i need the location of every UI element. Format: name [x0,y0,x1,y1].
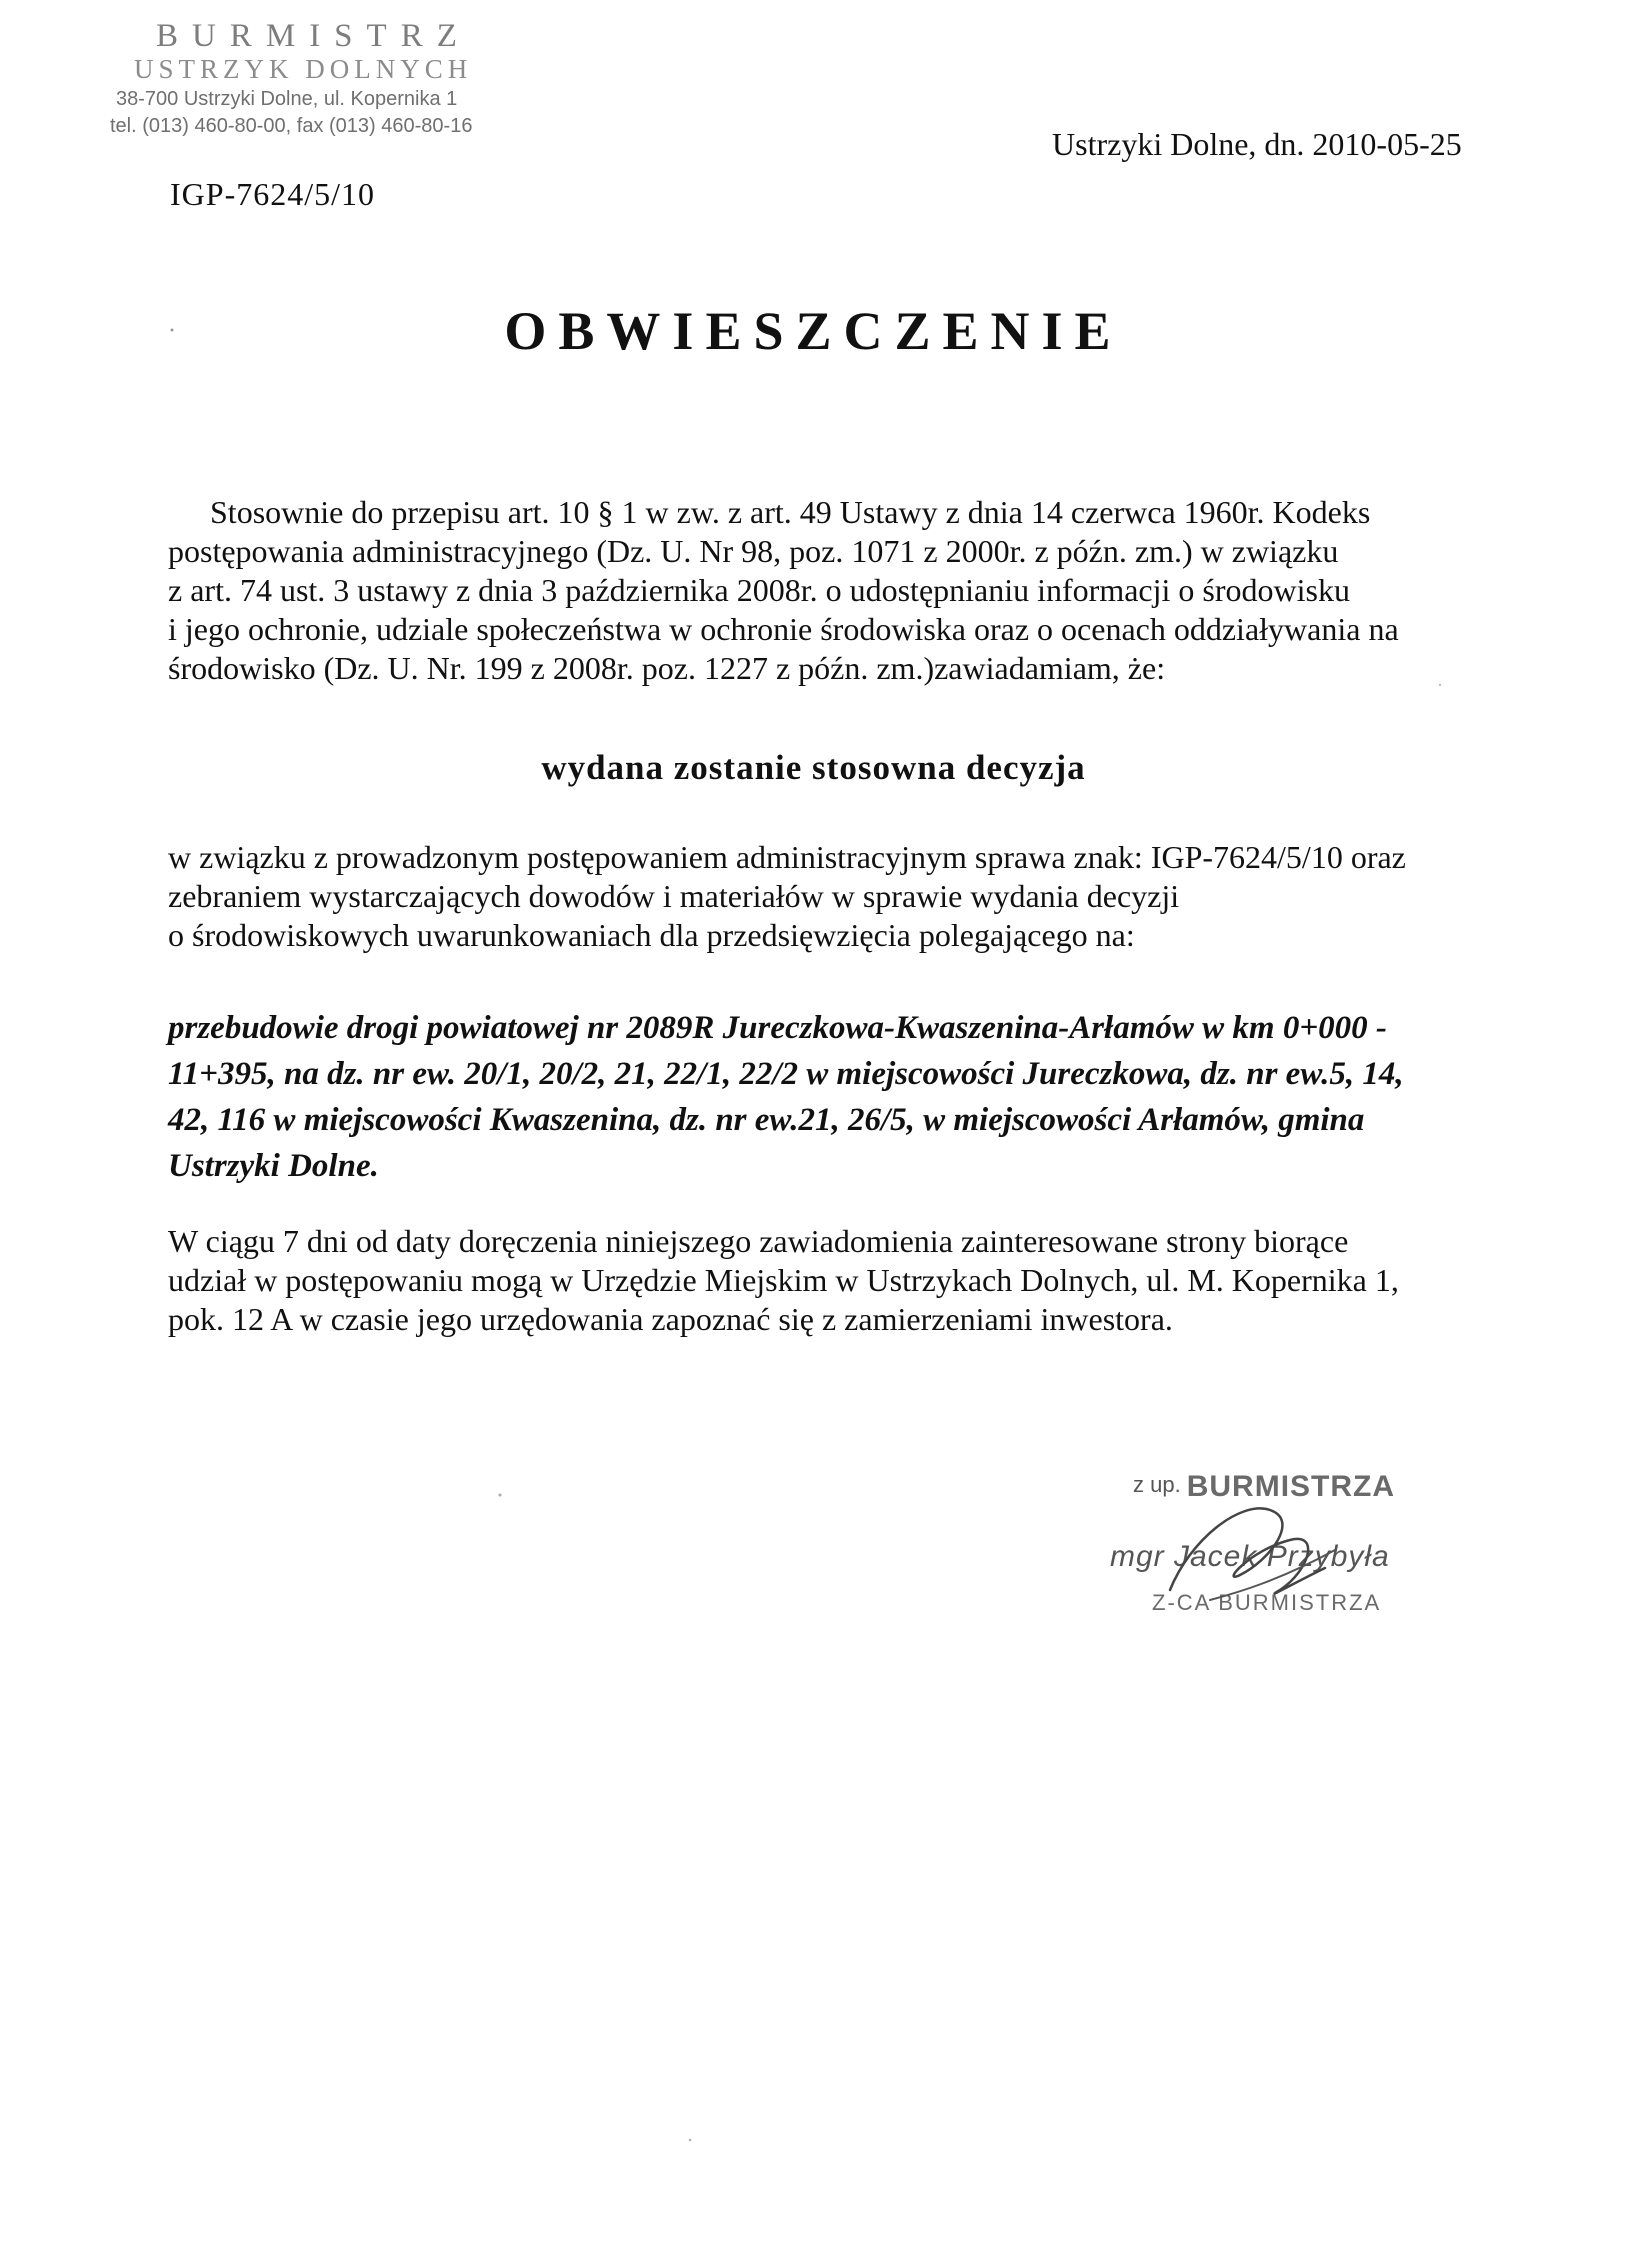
paragraph-line: W ciągu 7 dni od daty doręczenia niniejszego zawiadomienia zainteresowane strony biorące [168,1223,1349,1259]
project-description [168,1005,1488,1189]
decision-heading: wydana zostanie stosowna decyzja [541,748,1086,787]
stamp-line-1: BURMISTRZ [156,18,471,54]
paragraph-line: 42, 116 w miejscowości Kwaszenina, dz. nr ew.21, 26/5, w miejscowości Arłamów, gmina [168,1102,1365,1138]
paragraph-line: pok. 12 A w czasie jego urzędowania zapoznać się z zamierzeniami inwestora. [168,1301,1173,1337]
paragraph-line: zebraniem wystarczających dowodów i materiałów w sprawie wydania decyzji [168,878,1180,914]
stamp-phone: tel. (013) 460-80-00, fax (013) 460-80-16 [110,115,473,137]
notice-paragraph [168,1222,1488,1339]
stamp-line-2: USTRZYK DOLNYCH [134,54,473,84]
case-paragraph [168,838,1488,955]
paragraph-line: w związku z prowadzonym postępowaniem administracyjnym sprawa znak: IGP-7624/5/10 oraz [168,839,1406,875]
paragraph-line: środowisko (Dz. U. Nr. 199 z 2008r. poz. 1227 z późn. zm.)zawiadamiam, że: [168,650,1166,686]
legal-basis-paragraph [168,493,1488,688]
paragraph-line: i jego ochronie, udziale społeczeństwa w ochronie środowiska oraz o ocenach oddziaływania na [168,611,1399,647]
place-and-date: Ustrzyki Dolne, dn. 2010-05-25 [1052,126,1462,162]
paragraph-line: z art. 74 ust. 3 ustawy z dnia 3 października 2008r. o udostępnianiu informacji o środowisku [168,572,1350,608]
paragraph-line: Stosownie do przepisu art. 10 § 1 w zw. z art. 49 Ustawy z dnia 14 czerwca 1960r. Kodeks [210,494,1371,530]
signature-prefix: z up. [1133,1472,1181,1497]
paragraph-line: udział w postępowaniu mogą w Urzędzie Miejskim w Ustrzykach Dolnych, ul. M. Kopernika 1, [168,1262,1399,1298]
document-title: OBWIESZCZENIE [504,301,1123,361]
paragraph-line: 11+395, na dz. nr ew. 20/1, 20/2, 21, 22/1, 22/2 w miejscowości Jureczkowa, dz. nr ew.5, 14, [168,1056,1404,1092]
signatory-name: mgr Jacek Przybyła [1110,1540,1390,1573]
paragraph-line: o środowiskowych uwarunkowaniach dla przedsięwzięcia polegającego na: [168,917,1135,953]
office-stamp [108,18,508,140]
paragraph-line: postępowania administracyjnego (Dz. U. Nr 98, poz. 1071 z 2000r. z późn. zm.) w związku [168,533,1339,569]
paragraph-line: przebudowie drogi powiatowej nr 2089R Jureczkowa-Kwaszenina-Arłamów w km 0+000 - [168,1010,1387,1046]
reference-number: IGP-7624/5/10 [170,176,375,212]
handwritten-signature [1150,1480,1410,1640]
paragraph-line: Ustrzyki Dolne. [168,1148,379,1184]
signatory-role: Z-CA BURMISTRZA [1152,1590,1382,1615]
signature-authority-name: BURMISTRZA [1186,1470,1396,1503]
stamp-address: 38-700 Ustrzyki Dolne, ul. Kopernika 1 [116,88,458,110]
